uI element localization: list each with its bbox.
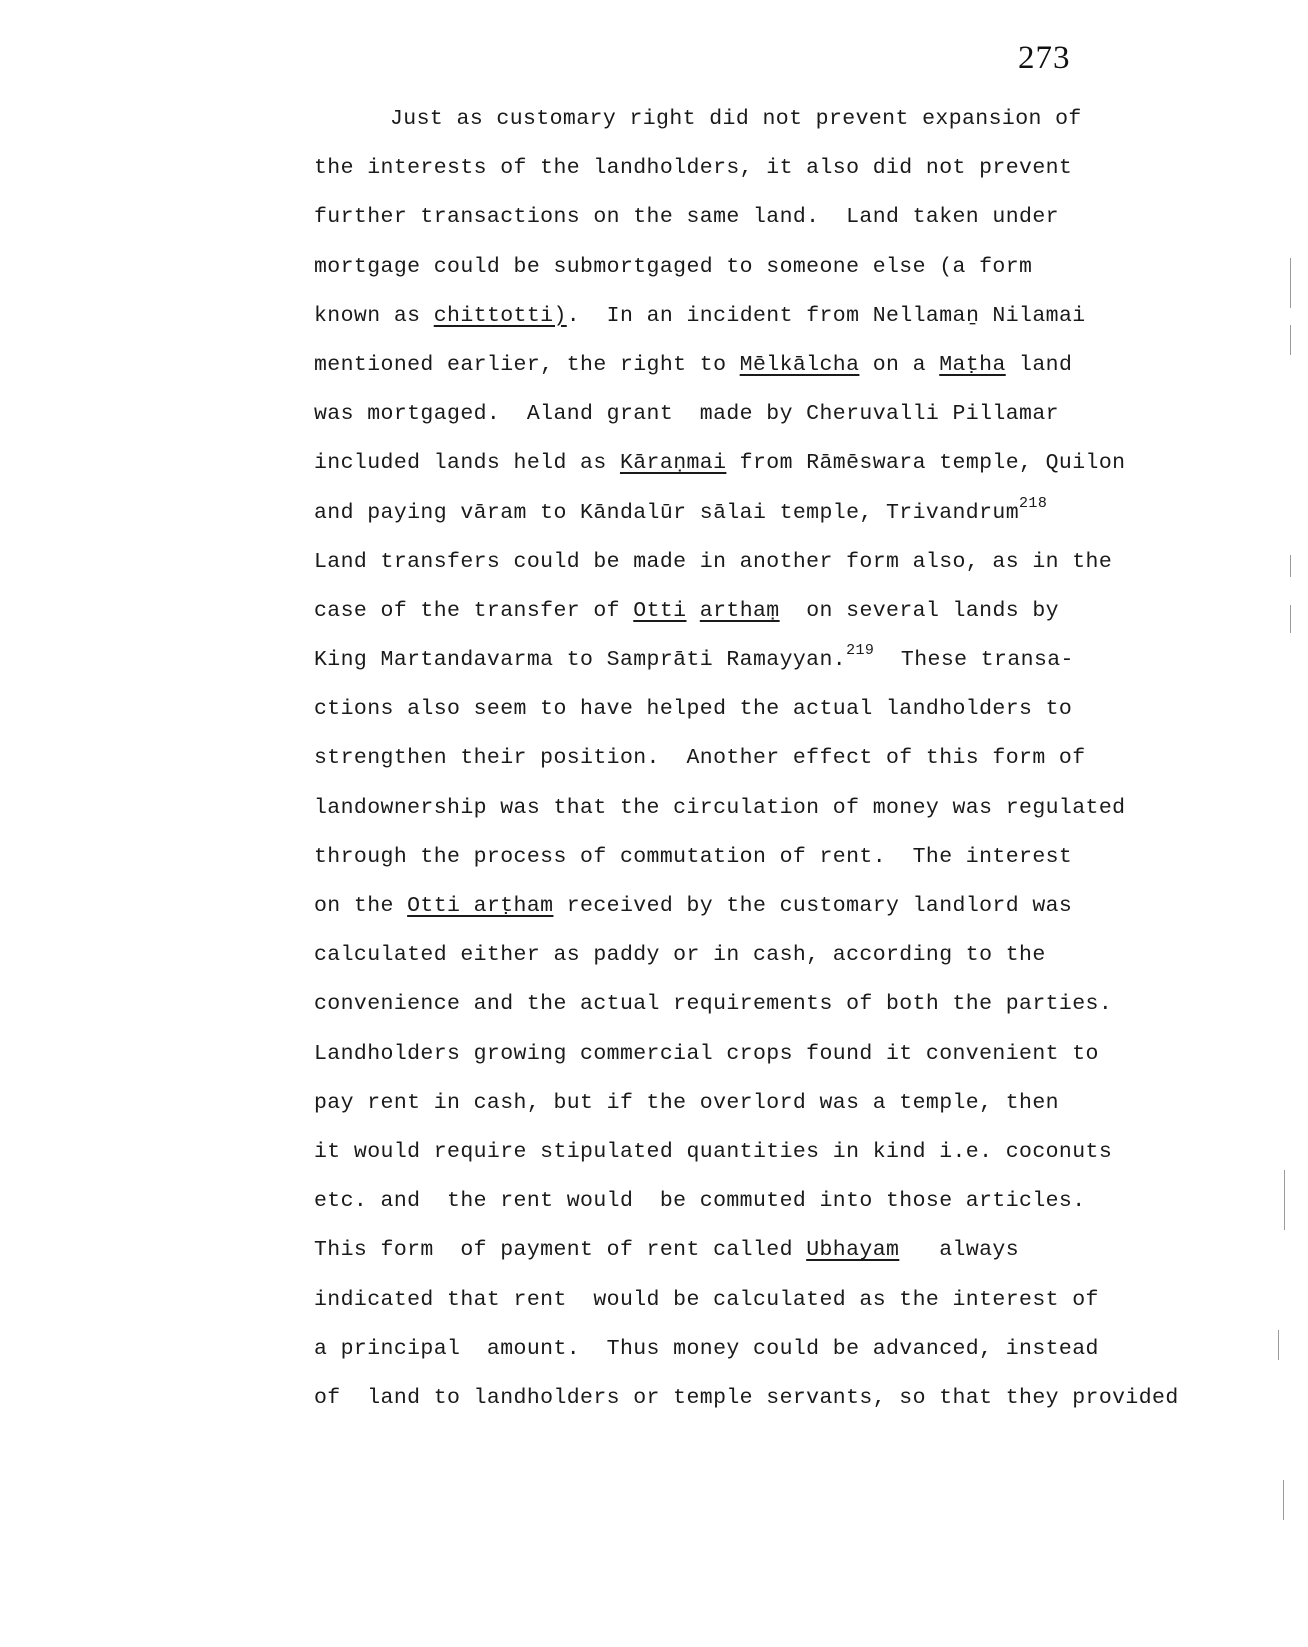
underlined-term: Otti arṭham <box>407 894 554 918</box>
underlined-term: chittotti) <box>433 303 567 328</box>
scan-margin-mark <box>1284 1170 1285 1230</box>
scan-margin-mark <box>1283 1480 1284 1520</box>
text-line: strengthen their position. Another effect of this form of <box>314 746 1086 771</box>
text-line: indicated that rent would be calculated as the interest of <box>314 1287 1099 1312</box>
text-line: mortgage could be submortgaged to someone else (a form <box>314 254 1033 279</box>
text-line: case of the transfer of Otti arthaṃ on several lands by <box>314 598 1059 623</box>
footnote-ref: 218 <box>1019 494 1048 512</box>
text-line: it would require stipulated quantities in kind i.e. coconuts <box>314 1139 1113 1164</box>
text-line: ctions also seem to have helped the actual landholders to <box>314 697 1073 722</box>
text-line: the interests of the landholders, it also did not prevent <box>314 156 1073 181</box>
text-line: a principal amount. Thus money could be advanced, instead <box>314 1336 1099 1361</box>
text-line: King Martandavarma to Samprāti Ramayyan.$^{219}$ These transa- <box>314 642 1074 673</box>
text-line: through the process of commutation of rent. The interest <box>314 844 1073 869</box>
text-line: calculated either as paddy or in cash, according to the <box>314 943 1046 968</box>
text-line: convenience and the actual requirements of both the parties. <box>314 992 1113 1017</box>
scan-margin-mark <box>1290 325 1291 355</box>
underlined-term: Otti <box>633 598 687 623</box>
text-line: further transactions on the same land. Land taken under <box>314 205 1059 230</box>
underlined-term: Maṭha <box>939 352 1006 377</box>
text-line: pay rent in cash, but if the overlord was a temple, then <box>314 1090 1059 1115</box>
scan-margin-mark <box>1290 555 1291 577</box>
text-line: included lands held as Kāraṇmai from Rāmēswara temple, Quilon <box>314 451 1126 476</box>
underlined-term: arthaṃ <box>699 598 780 623</box>
text-line: landownership was that the circulation of money was regulated <box>314 795 1126 820</box>
page-number: 273 <box>1018 40 1071 76</box>
text-line: etc. and the rent would be commuted into those articles. <box>314 1189 1086 1214</box>
scan-margin-mark <box>1290 605 1291 633</box>
text-line: Land transfers could be made in another form also, as in the <box>314 549 1113 574</box>
text-line: and paying vāram to Kāndalūr sālai temple, Trivandrum$^{218}$ <box>314 494 1048 525</box>
text-line: mentioned earlier, the right to Mēlkālcha on a Maṭha land <box>314 352 1073 377</box>
text-line: Landholders growing commercial crops found it convenient to <box>314 1041 1099 1066</box>
footnote-ref: 219 <box>846 642 875 660</box>
underlined-term: Kāraṇmai <box>619 451 727 476</box>
scan-margin-mark <box>1290 258 1291 308</box>
underlined-term: Ubhayam <box>806 1238 900 1263</box>
text-line: of land to landholders or temple servants, so that they provided <box>314 1385 1179 1410</box>
underlined-term: Mēlkālcha <box>739 352 860 377</box>
body-text <box>314 98 1234 1426</box>
text-line: on the Otti arṭham received by the customary landlord was <box>314 894 1073 918</box>
text-line: was mortgaged. Aland grant made by Cheruvalli Pillamar <box>314 402 1059 427</box>
scan-margin-mark <box>1278 1330 1279 1360</box>
text-line: Just as customary right did not prevent expansion of <box>390 107 1082 131</box>
text-line: known as chittotti). In an incident from Nellamaṉ Nilamai <box>314 303 1086 328</box>
text-line: This form of payment of rent called Ubhayam always <box>314 1238 1020 1263</box>
